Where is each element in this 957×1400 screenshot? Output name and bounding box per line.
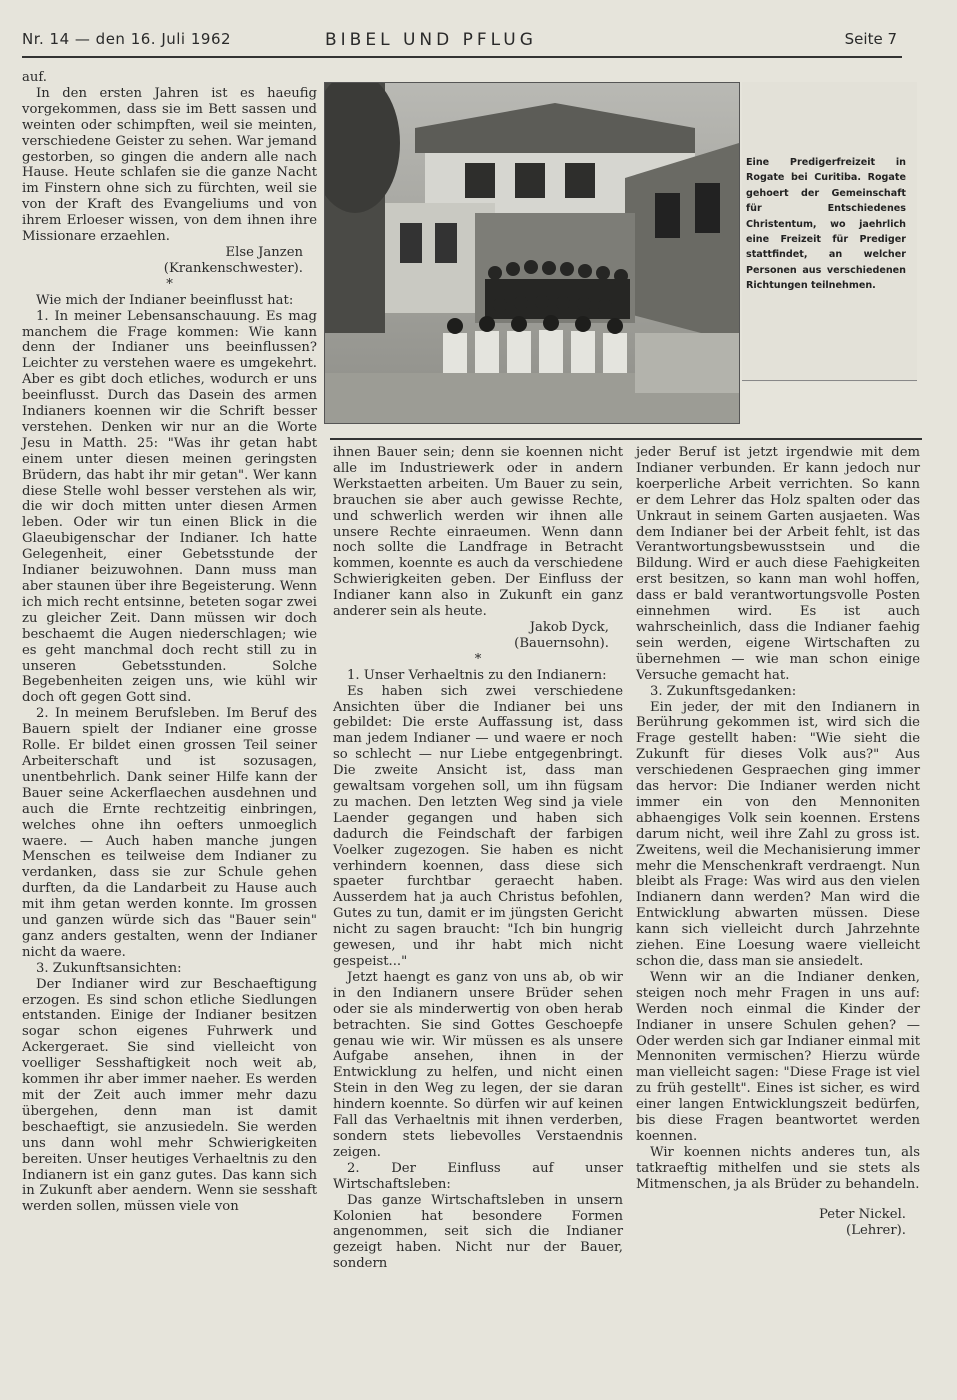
page-number: Seite 7 <box>844 30 897 48</box>
paragraph: jeder Beruf ist jetzt irgendwie mit dem Indianer verbunden. Er kann jedoch nur koerperliche Arbeit verrichten. So kann er dem Lehrer das Holz spalten oder das Unkraut in seinem Garten ausjaeten. Was dem Indianer bei der Arbeit fehlt, ist das Verantwortungsbewusstsein und die Bildung. Wird er auch diese Faehigkeiten erst besitzen, so kann man wohl hoffen, dass er bald verantwortungsvolle Posten einnehmen wird. Es ist auch wahrscheinlich, dass die Indianer faehig sein werden, eigene Wirtschaften zu übernehmen — wie man schon einige Versuche gemacht hat. <box>636 445 920 683</box>
issue-date: Nr. 14 — den 16. Juli 1962 <box>22 30 232 48</box>
paragraph: In den ersten Jahren ist es haeufig vorgekommen, dass sie im Bett sassen und weinten oder schimpften, weil sie meinten, verschiedene Geister zu sehen. War jemand gestorben, so gingen die andern alle nach Hause. Heute schlafen sie die ganze Nacht im Finstern ohne sich zu fürchten, weil sie von der Kraft des Evangeliums und von ihrem Erloeser wissen, von dem ihnen ihre Missionare erzaehlen. <box>22 85 317 245</box>
paragraph: 1. In meiner Lebensanschauung. Es mag manchem die Frage kommen: Wie kann denn der Indianer uns beeinflussen? Leichter zu verstehen waere es umgekehrt. Aber es gibt doch etliches, wodurch er uns beeinflusst. Durch das Dasein des armen Indianers koennen wir die Schrift besser verstehen. Denken wir nur an die Worte Jesu in Matth. 25: "Was ihr getan habt einem unter diesen meinen geringsten Brüdern, das habt ihr mir getan". Wer kann diese Stelle wohl besser verstehen als wir, die wir doch mitten unter diesen Armen leben. Oder wir tun einen Blick in die Glaeubigenschar der Indianer. Ich hatte Gelegenheit, einer Gebetsstunde der Indianer beizuwohnen. Dann muss man aber staunen über ihre Begeisterung. Wenn ich mich recht entsinne, beteten sogar zwei zu gleicher Zeit. Dann müssen wir doch beschaemt die Augen niederschlagen; wie es geht manchmal doch recht still zu in unseren Gebetsstunden. Solche Begebenheiten zeigen uns, wie kühl wir doch oft gegen Gott sind. <box>22 308 317 706</box>
column-3 <box>636 445 920 1238</box>
section-separator: * <box>474 651 482 667</box>
section-separator: * <box>166 276 173 292</box>
paragraph: 3. Zukunftsansichten: <box>36 960 182 976</box>
paragraph: 1. Unser Verhaeltnis zu den Indianern: <box>347 667 607 683</box>
author-role: (Bauernsohn). <box>514 635 609 651</box>
paragraph: auf. <box>22 70 47 85</box>
paragraph: Es haben sich zwei verschiedene Ansichten über die Indianer bei uns gebildet: Die erste Auffassung ist, dass man jedem Indianer — und waere er noch so schlecht — nur Liebe entgegenbringt. Die zweite Ansicht ist, dass man gewaltsam vorgehen soll, um ihn fügsam zu machen. Den letzten Weg sind ja viele Laender gegangen und haben sich dadurch die Feindschaft der farbigen Voelker zugezogen. Sie haben es nicht verhindern koennen, dass diese sich spaeter furchtbar geraecht haben. Ausserdem hat ja auch Christus befohlen, Gutes zu tun, damit er im jüngsten Gericht nicht zu sagen braucht: "Ich bin hungrig gewesen, und ihr habt mich nicht gespeist..." <box>333 683 623 969</box>
column-rule <box>330 438 922 440</box>
header-rule <box>22 56 902 58</box>
photo-caption: Eine Predigerfreizeit in Rogate bei Curitiba. Rogate gehoert der Gemeinschaft für Entschiedenes Christentum, wo jaehrlich eine Freizeit für Prediger stattfindet, an welcher Personen aus verschiedenen Richtungen teilnehmen. <box>746 157 906 292</box>
column-2 <box>333 445 623 1272</box>
paragraph: Wenn wir an die Indianer denken, steigen noch mehr Fragen in uns auf: Werden noch einmal die Kinder der Indianer in unsere Schulen gehen? — Oder werden sich gar Indianer einmal mit Mennoniten vermischen? Hierzu würde man vielleicht sagen: "Diese Frage ist viel zu früh gestellt". Eines ist sicher, es wird einer langen Entwicklungszeit bedürfen, bis diese Fragen beantwortet werden koennen. <box>636 969 920 1144</box>
photo-illustration <box>325 83 739 423</box>
paragraph: Jetzt haengt es ganz von uns ab, ob wir in den Indianern unsere Brüder sehen oder sie als minderwertig von oben herab betrachten. Sie sind Gottes Geschoepfe genau wie wir. Wir müssen es als unsere Aufgabe ansehen, ihnen in der Entwicklung zu helfen, und nicht einen Stein in den Weg zu legen, der sie daran hindern koennte. So dürfen wir auf keinen Fall das Verhaeltnis mit ihnen verderben, sondern stets liebevolles Verstaendnis zeigen. <box>333 969 623 1160</box>
paragraph: Ein jeder, der mit den Indianern in Berührung gekommen ist, wird sich die Frage gestellt haben: "Wie sieht die Zukunft für dieses Volk aus?" Aus verschiedenen Gespraechen ging immer das hervor: Die Indianer werden nicht immer ein von den Mennoniten abhaengiges Volk sein koennen. Erstens darum nicht, weil ihre Zahl zu gross ist. Zweitens, weil die Mechanisierung immer mehr die Menschenkraft verdraengt. Nun bleibt als Frage: Was wird aus den vielen Indianern dann werden? Man wird die Entwicklung abwarten müssen. Diese kann sich vielleicht durch Jahrzehnte ziehen. Eine Loesung waere vielleicht schon die, dass man sie ansiedelt. <box>636 699 920 969</box>
paragraph: 2. In meinem Berufsleben. Im Beruf des Bauern spielt der Indianer eine grosse Rolle. Er bildet einen grossen Teil seiner Arbeiterschaft und ist sozusagen, unentbehrlich. Dank seiner Hilfe kann der Bauer seine Ackerflaechen ausdehnen und auch die Ernte rechtzeitig einbringen, welches ohne ihn oefters unmoeglich waere. — Auch haben manche jungen Menschen es teilweise dem Indianer zu verdanken, dass sie zur Schule gehen durften, da die Landarbeit zu Hause auch mit ihm getan werden konnte. Im grossen und ganzen würde sich das "Bauer sein" ganz anders gestalten, wenn der Indianer nicht da waere. <box>22 706 317 960</box>
publication-title: BIBEL UND PFLUG <box>325 30 537 50</box>
paragraph: 3. Zukunftsgedanken: <box>650 683 797 699</box>
author-name: Peter Nickel. <box>818 1206 906 1222</box>
paragraph: Wir koennen nichts anderes tun, als tatkraeftig mithelfen und sie stets als Mitmenschen, ja als Brüder zu behandeln. <box>636 1144 920 1192</box>
paragraph: ihnen Bauer sein; denn sie koennen nicht alle im Industriewerk oder in andern Werkstaetten arbeiten. Um Bauer zu sein, brauchen sie aber auch gewisse Rechte, und schwerlich werden wir ihnen alle unsere Rechte einraeumen. Wenn dann noch sollte die Landfrage in Betracht kommen, koennte es auch da verschiedene Schwierigkeiten geben. Der Einfluss der Indianer kann also in Zukunft ein ganz anderer sein als heute. <box>333 445 623 620</box>
author-role: (Lehrer). <box>846 1222 906 1238</box>
caption-rule <box>742 380 917 381</box>
author-name: Else Janzen <box>225 244 303 260</box>
paragraph: Der Indianer wird zur Beschaeftigung erzogen. Es sind schon etliche Siedlungen entstanden. Einige der Indianer besitzen sogar schon eigenes Fuhrwerk und Ackergeraet. Sie sind vielleicht von voelliger Sesshaftigkeit noch weit ab, kommen ihr aber immer naeher. Es werden mit der Zeit auch immer mehr dazu übergehen, denn man ist damit beschaeftigt, sie anzusiedeln. Sie werden uns dann wohl mehr Schwierigkeiten bereiten. Unser heutiges Verhaeltnis zu den Indianern ist ein ganz gutes. Das kann sich in Zukunft aber aendern. Wenn sie sesshaft werden sollen, müssen viele von <box>22 976 317 1215</box>
author-role: (Krankenschwester). <box>163 260 303 276</box>
author-name: Jakob Dyck, <box>529 619 609 635</box>
paragraph: Das ganze Wirtschaftsleben in unsern Kolonien hat besondere Formen angenommen, seit sich die Indianer gezeigt haben. Nicht nur der Bauer, sondern <box>333 1192 623 1272</box>
paragraph: Wie mich der Indianer beeinflusst hat: <box>36 292 294 308</box>
group-photo <box>324 82 740 424</box>
column-1 <box>22 70 317 1215</box>
paragraph: 2. Der Einfluss auf unser Wirtschaftsleben: <box>333 1160 623 1192</box>
